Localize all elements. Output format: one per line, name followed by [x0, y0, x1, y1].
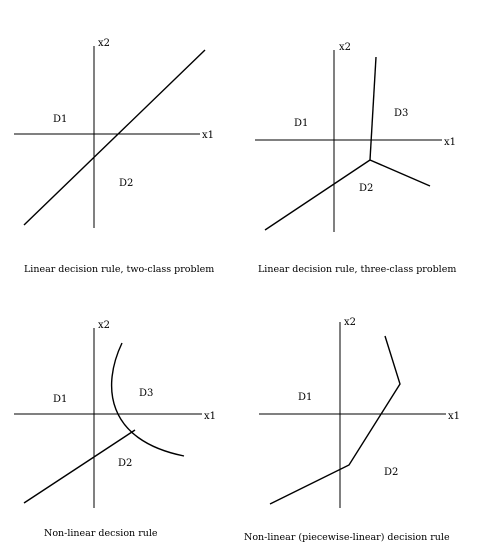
region-label-d1: D1: [53, 394, 68, 405]
panel-linear-two-class: [14, 38, 214, 275]
region-label-d2: D2: [118, 458, 133, 469]
x2-axis-label: x2: [339, 42, 352, 53]
boundary-d1-d3: [370, 57, 376, 160]
decision-boundary-line: [24, 50, 205, 225]
x1-axis-label: x1: [444, 137, 457, 148]
panel-caption: Non-linear (piecewise-linear) decision rule: [244, 532, 450, 543]
region-label-d3: D3: [394, 108, 409, 119]
decision-boundary-polyline: [270, 336, 400, 504]
panel-caption: Non-linear decsion rule: [44, 528, 158, 539]
panel-caption: Linear decision rule, two-class problem: [24, 264, 215, 275]
region-label-d2: D2: [384, 467, 399, 478]
panel-caption: Linear decision rule, three-class problem: [258, 264, 457, 275]
panel-non-linear: [14, 320, 216, 539]
region-label-d1: D1: [298, 392, 313, 403]
region-label-d3: D3: [139, 388, 154, 399]
region-label-d2: D2: [359, 183, 374, 194]
panel-piecewise-linear: [244, 317, 460, 543]
panel-linear-three-class: [255, 42, 456, 275]
boundary-d1-d2: [265, 160, 370, 230]
x1-axis-label: x1: [204, 411, 217, 422]
boundary-d3-d2: [370, 160, 430, 186]
x2-axis-label: x2: [344, 317, 357, 328]
x2-axis-label: x2: [98, 320, 111, 331]
x2-axis-label: x2: [98, 38, 111, 49]
region-label-d1: D1: [294, 118, 309, 129]
x1-axis-label: x1: [202, 130, 215, 141]
region-label-d2: D2: [119, 178, 134, 189]
region-label-d1: D1: [53, 114, 68, 125]
x1-axis-label: x1: [448, 411, 461, 422]
